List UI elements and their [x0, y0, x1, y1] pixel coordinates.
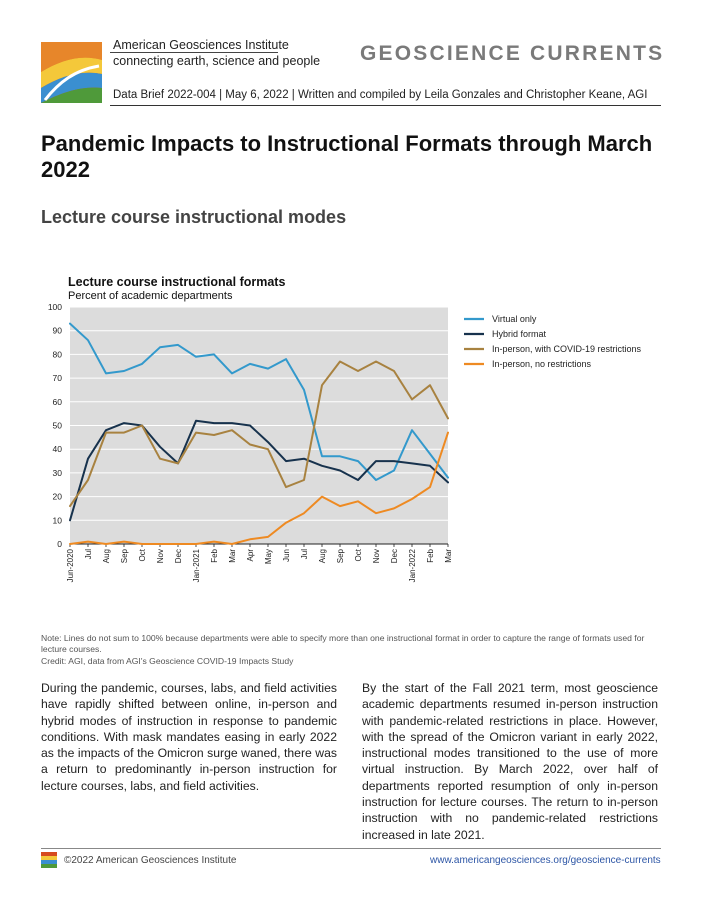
org-divider — [110, 52, 278, 53]
x-tick-label: Jul — [84, 549, 93, 560]
body-text-right: By the start of the Fall 2021 term, most geoscience academic departments resumed in-person instruction with pandemic-related restrictions in place. However, with the spread of the Omicron variant in early 2022, instructional modes transitioned to the use of more virtual instruction. By March 2022, over half of departments reported resumption of only in-person instruction for lecture courses. The return to in-person instruction with no pandemic-related restrictions increased in late 2021. — [362, 681, 658, 842]
x-tick-label: Jul — [300, 549, 309, 560]
y-tick-label: 40 — [52, 444, 62, 455]
x-tick-label: Feb — [426, 549, 435, 563]
x-tick-label: Aug — [318, 549, 327, 564]
legend-label: In-person, with COVID-19 restrictions — [492, 344, 642, 354]
page-title: Pandemic Impacts to Instructional Formats through March 2022 — [41, 131, 653, 182]
x-tick-label: Jun — [282, 549, 291, 562]
header-divider — [110, 105, 661, 106]
footer-divider — [41, 848, 661, 849]
agi-logo — [41, 42, 102, 103]
x-tick-label: Dec — [390, 549, 399, 564]
x-tick-label: Mar — [444, 549, 453, 563]
legend-label: Hybrid format — [492, 329, 547, 339]
y-tick-label: 30 — [52, 467, 62, 478]
y-tick-label: 0 — [57, 539, 62, 549]
chart-credit: Credit: AGI, data from AGI's Geoscience COVID-19 Impacts Study — [41, 656, 294, 666]
chart-title: Lecture course instructional formats — [68, 275, 286, 289]
x-tick-label: Sep — [336, 549, 345, 564]
x-tick-label: Oct — [138, 549, 147, 562]
x-tick-label: Dec — [174, 549, 183, 564]
x-tick-label: Mar — [228, 549, 237, 563]
y-tick-label: 100 — [47, 302, 62, 312]
chart-note: Note: Lines do not sum to 100% because departments were able to specify more than one instructional format in order to capture the range of formats used for lecture courses. — [41, 633, 645, 654]
x-tick-label: Apr — [246, 549, 255, 562]
org-tagline: connecting earth, science and people — [113, 54, 321, 68]
y-tick-label: 70 — [52, 373, 62, 384]
x-tick-label: Nov — [156, 549, 165, 564]
y-tick-label: 50 — [52, 420, 62, 431]
legend-label: In-person, no restrictions — [492, 359, 592, 369]
body-text-left: During the pandemic, courses, labs, and field activities have rapidly shifted between online, in-person and hybrid modes of instruction in response to pandemic conditions. With mask mandates easing in early 2022 as the impacts of the Omicron surge waned, there was a return to predominantly in-person instruction for lecture courses, labs, and field activities. — [41, 681, 337, 793]
x-tick-label: Sep — [120, 549, 129, 564]
agi-logo-small — [41, 852, 57, 868]
brief-line: Data Brief 2022-004 | May 6, 2022 | Written and compiled by Leila Gonzales and Christopher Keane, AGI — [113, 89, 648, 101]
footer-link[interactable]: www.americangeosciences.org/geoscience-currents — [430, 855, 661, 866]
y-tick-label: 20 — [52, 491, 62, 502]
x-tick-label: May — [264, 549, 273, 565]
line-chart — [30, 300, 670, 600]
x-tick-label: Aug — [102, 549, 111, 564]
series-title: GEOSCIENCE CURRENTS — [360, 42, 665, 65]
x-tick-label: Jan-2022 — [408, 549, 417, 583]
org-name: American Geosciences Institute — [113, 38, 289, 52]
y-tick-label: 10 — [52, 515, 62, 526]
x-tick-label: Jan-2021 — [192, 549, 201, 583]
x-tick-label: Jun-2020 — [66, 549, 75, 583]
x-tick-label: Feb — [210, 549, 219, 563]
chart-ylabel: Percent of academic departments — [68, 290, 233, 302]
x-tick-label: Nov — [372, 549, 381, 564]
section-heading: Lecture course instructional modes — [41, 207, 347, 227]
legend-label: Virtual only — [492, 314, 537, 324]
y-tick-label: 90 — [52, 325, 62, 336]
copyright: ©2022 American Geosciences Institute — [64, 855, 237, 866]
y-tick-label: 60 — [52, 396, 62, 407]
x-tick-label: Oct — [354, 549, 363, 562]
y-tick-label: 80 — [52, 349, 62, 360]
